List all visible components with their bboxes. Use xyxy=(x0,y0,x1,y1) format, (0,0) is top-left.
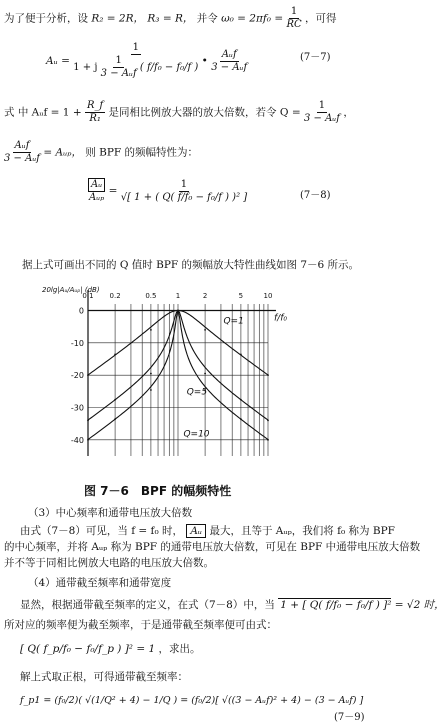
label-q10: Q=10 xyxy=(183,429,210,440)
eq77-den xyxy=(73,55,198,80)
eq77-dot: • xyxy=(201,55,208,67)
section3-l1a: 由式（7－8）可见，当 f = f₀ 时， xyxy=(20,525,183,537)
x-tick-label: 10 xyxy=(263,292,273,300)
q-fraction xyxy=(304,100,340,125)
eq78-den: √[ 1 + ( Q( f/f₀ − f₀/f ) )² ] xyxy=(120,191,248,203)
eq77-r-num: Aᵤf xyxy=(221,48,237,60)
section3-heading: （3）中心频率和通带电压放大倍数 xyxy=(28,507,193,519)
data-point xyxy=(204,373,206,375)
section3-l1b: 最大，且等于 Aᵤₚ，我们将 f₀ 称为 BPF xyxy=(209,525,395,537)
intro-fraction xyxy=(286,6,301,31)
intro-omega: ω₀ = 2πf₀ = xyxy=(221,12,284,25)
x-tick-label: 0.5 xyxy=(145,292,157,300)
q-den: 3 − Aᵤf xyxy=(303,113,340,124)
x-tick-label: 5 xyxy=(238,292,244,300)
bpf-response-chart xyxy=(40,278,290,476)
eq77-den-inner xyxy=(101,55,137,80)
data-point xyxy=(114,418,116,420)
figure-caption: 图 7－6 BPF 的幅频特性 xyxy=(84,484,232,498)
equation-7-7 xyxy=(46,42,247,80)
y-tick-label: -40 xyxy=(70,435,84,445)
section3-line3: 并不等于同相比例放大电路的电压放大倍数。 xyxy=(4,557,214,569)
eq78-number: (7－8) xyxy=(300,190,331,201)
intro-tail: ，可得 xyxy=(305,12,337,25)
intro-mid: 并令 xyxy=(196,12,218,25)
q-num: 1 xyxy=(318,100,326,111)
eq77-paren: ( f/f₀ − f₀/f ) xyxy=(139,62,199,73)
eq77-main-fraction xyxy=(73,42,198,80)
data-point xyxy=(87,420,89,422)
y-tick-label: 0 xyxy=(78,306,84,316)
data-point xyxy=(87,439,89,441)
data-point xyxy=(177,310,179,312)
eq77-number: (7－7) xyxy=(300,52,331,63)
aup-num: Aᵤf xyxy=(14,140,30,151)
eq78-lhs-den: Aᵤₚ xyxy=(89,192,105,203)
auf-r1: R₁ xyxy=(89,113,101,124)
y-tick-label: -10 xyxy=(70,338,84,348)
section4-line2: 所对应的频率便为截至频率，于是通带截至频率便可由式： xyxy=(4,619,277,631)
auf-line xyxy=(4,100,354,125)
eq77-num: 1 xyxy=(132,42,139,53)
eq79-number: (7－9) xyxy=(334,712,365,723)
aup-line xyxy=(4,140,198,165)
x-tick-label: 0.2 xyxy=(109,292,121,300)
chart-grid xyxy=(88,304,268,456)
auf-rf: R_f xyxy=(86,100,104,111)
data-point xyxy=(150,389,152,391)
auf-pre: 式 中 Aᵤf = 1 + xyxy=(4,106,82,119)
intro-lead: 为了便于分析，设 xyxy=(4,12,88,25)
intro-frac-num: 1 xyxy=(290,6,298,17)
data-point xyxy=(267,374,269,376)
auf-post: 是同相比例放大器的放大倍数，若令 Q = xyxy=(108,106,301,119)
eq77-den-a: 1 + j xyxy=(73,62,98,73)
eq78-rhs xyxy=(121,179,247,204)
y-axis-label: 20lg|Aᵤ/Aᵤₚ| (dB) xyxy=(42,286,100,294)
intro-r2: R₂ = 2R， xyxy=(91,12,145,25)
data-point xyxy=(240,418,242,420)
aup-den: 3 − Aᵤf xyxy=(4,153,41,164)
data-point xyxy=(114,399,116,401)
eq78-eq: = xyxy=(108,185,118,197)
aup-fraction xyxy=(4,140,40,165)
data-point xyxy=(267,420,269,422)
intro-frac-den: RC xyxy=(286,19,302,30)
section4-fp1-eq: f_p1 = (f₀/2)( √(1/Q² + 4) − 1/Q ) = (f₀/2)[ √((3 − Aᵤf)² + 4) − (3 − Aᵤf) ] xyxy=(20,695,364,706)
section3-au-box: Aᵤ xyxy=(186,524,206,538)
section4-line3 xyxy=(20,642,201,656)
x-axis-label: f/f₀ xyxy=(274,313,287,324)
data-point xyxy=(240,399,242,401)
x-tick-label: 1 xyxy=(175,292,181,300)
curve-paragraph: 据上式可画出不同的 Q 值时 BPF 的频幅放大特性曲线如图 7－6 所示。 xyxy=(22,259,360,271)
eq78-lhs-num: Aᵤ xyxy=(88,178,105,192)
data-point xyxy=(240,354,242,356)
x-tick-label: 0.1 xyxy=(82,292,94,300)
auf-fraction xyxy=(85,100,105,125)
section3-line2: 的中心频率，并将 Aᵤₚ 称为 BPF 的通带电压放大倍数，可见在 BPF 中通带电压放大倍数 xyxy=(4,541,421,553)
label-q5: Q=5 xyxy=(186,387,208,398)
data-point xyxy=(267,439,269,441)
aup-eq: = Aᵤₚ， xyxy=(43,146,82,159)
aup-text: 则 BPF 的频幅特性为： xyxy=(85,146,199,159)
section4-heading: （4）通带截至频率和通带宽度 xyxy=(28,577,172,589)
x-tick-label: 2 xyxy=(202,292,208,300)
data-point xyxy=(87,374,89,376)
section4-line5 xyxy=(20,694,363,708)
intro-line xyxy=(4,6,337,31)
y-tick-label: -30 xyxy=(70,403,84,413)
auf-tail: ， xyxy=(343,106,354,119)
eq77-den-inner-num: 1 xyxy=(115,55,122,66)
section4-l1b: = √2 时， xyxy=(394,599,445,611)
label-q1: Q=1 xyxy=(223,316,244,327)
equation-7-8 xyxy=(88,178,247,204)
section4-l3tail: ，求出。 xyxy=(158,643,201,655)
data-point xyxy=(114,354,116,356)
eq77-den-inner-den: 3 − Aᵤf xyxy=(100,68,137,79)
section4-sqrt: 1 + [ Q( f/f₀ − f₀/f ) ]² xyxy=(280,599,392,611)
data-point xyxy=(150,373,152,375)
eq77-right-fraction xyxy=(211,49,247,74)
y-tick-label: -20 xyxy=(70,371,84,381)
eq77-r-den: 3 − Aᵤf xyxy=(211,61,248,73)
section4-l1a: 显然，根据通带截至频率的定义，在式（7－8）中，当 xyxy=(20,599,275,611)
eq78-num: 1 xyxy=(180,178,188,190)
section4-line4: 解上式取正根，可得通带截至频率： xyxy=(20,671,188,683)
section4-line1 xyxy=(20,598,445,612)
section3-line1 xyxy=(20,524,395,538)
section4-cutoff-eq: [ Q( f_p/f₀ − f₀/f_p ) ]² = 1 xyxy=(20,643,156,655)
data-point xyxy=(204,329,206,331)
eq77-lhs: Aᵤ = xyxy=(46,55,70,67)
data-point xyxy=(150,329,152,331)
intro-r3: R₃ = R， xyxy=(147,12,194,25)
eq78-lhs xyxy=(88,178,105,204)
